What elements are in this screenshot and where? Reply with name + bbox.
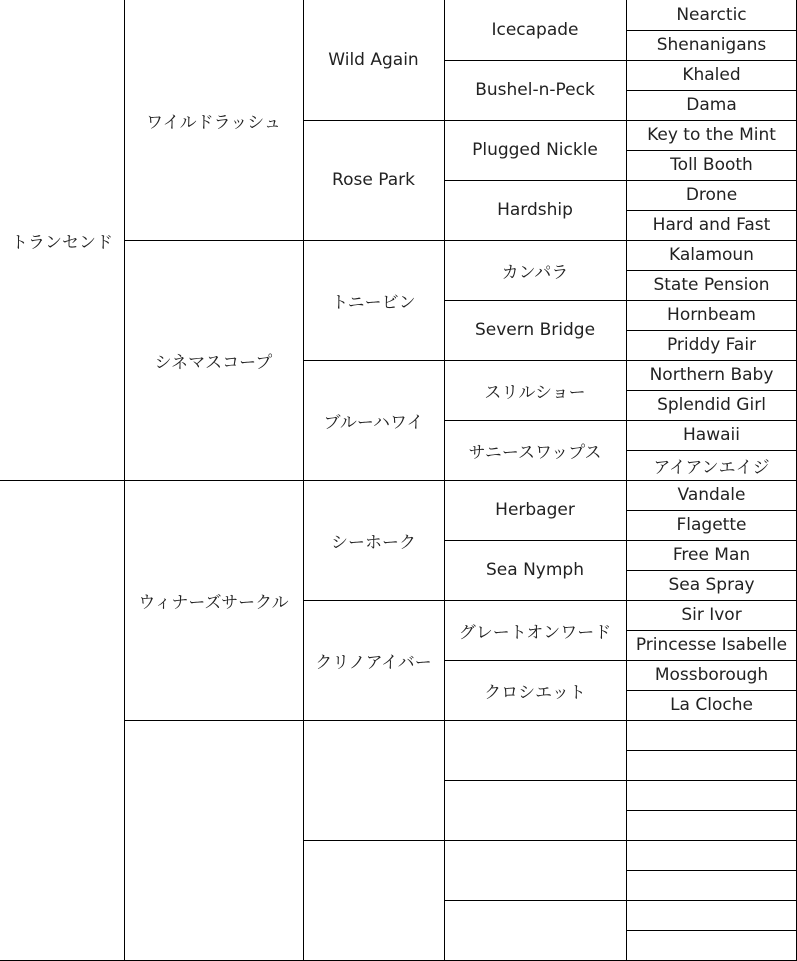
ancestor-gen5-cell: アイアンエイジ <box>653 457 770 478</box>
ancestor-gen5-cell: Flagette <box>676 515 747 535</box>
column-divider <box>303 0 304 961</box>
ancestor-gen3-cell: クリノアイバー <box>315 652 432 673</box>
ancestor-gen3-cell: Wild Again <box>328 50 419 70</box>
ancestor-gen5-cell: Splendid Girl <box>657 395 766 415</box>
ancestor-gen5-cell <box>626 840 797 870</box>
ancestor-gen5-cell <box>626 750 797 780</box>
ancestor-gen5-cell <box>626 780 797 810</box>
ancestor-gen4-cell <box>444 720 626 780</box>
ancestor-gen4-cell: Plugged Nickle <box>472 140 598 160</box>
ancestor-gen4-cell: サニースワップス <box>468 442 602 463</box>
ancestor-gen5-cell: Sea Spray <box>668 575 755 595</box>
ancestor-gen5-cell: Hornbeam <box>667 305 756 325</box>
ancestor-gen4-cell <box>444 900 626 960</box>
ancestor-gen3-cell: トニービン <box>331 292 416 313</box>
ancestor-gen3-cell <box>303 720 444 840</box>
ancestor-gen5-cell <box>626 930 797 960</box>
sire-line-gen1-cell <box>0 480 124 960</box>
ancestor-gen5-cell: Kalamoun <box>669 245 754 265</box>
ancestor-gen4-cell: Bushel-n-Peck <box>475 80 595 100</box>
ancestor-gen5-cell: Shenanigans <box>656 35 767 55</box>
ancestor-gen2-cell: ウィナーズサークル <box>138 592 289 613</box>
ancestor-gen4-cell: グレートオンワード <box>458 622 612 643</box>
ancestor-gen5-cell: Hawaii <box>683 425 740 445</box>
ancestor-gen5-cell: Toll Booth <box>670 155 753 175</box>
ancestor-gen5-cell: Hard and Fast <box>652 215 771 235</box>
ancestor-gen4-cell: カンパラ <box>501 262 569 283</box>
ancestor-gen3-cell: シーホーク <box>331 532 416 553</box>
ancestor-gen3-cell: ブルーハワイ <box>323 412 424 433</box>
column-divider <box>626 0 627 961</box>
ancestor-gen2-cell: シネマスコープ <box>154 352 273 373</box>
ancestor-gen5-cell: Princesse Isabelle <box>635 635 788 655</box>
ancestor-gen4-cell: Sea Nymph <box>486 560 584 580</box>
ancestor-gen5-cell: Sir Ivor <box>681 605 742 625</box>
ancestor-gen5-cell: Mossborough <box>654 665 769 685</box>
ancestor-gen4-cell: クロシエット <box>484 682 586 703</box>
ancestor-gen3-cell: Rose Park <box>332 170 415 190</box>
ancestor-gen4-cell: Severn Bridge <box>474 320 596 340</box>
ancestor-gen2-cell <box>124 720 303 960</box>
ancestor-gen4-cell: Icecapade <box>491 20 579 40</box>
ancestor-gen4-cell: Herbager <box>495 500 575 520</box>
sire-line-gen1-cell: トランセンド <box>11 232 113 253</box>
ancestor-gen5-cell: Drone <box>685 185 738 205</box>
ancestor-gen5-cell <box>626 810 797 840</box>
ancestor-gen5-cell: Dama <box>686 95 737 115</box>
ancestor-gen5-cell: La Cloche <box>670 695 753 715</box>
ancestor-gen5-cell: Priddy Fair <box>666 335 757 355</box>
ancestor-gen5-cell <box>626 900 797 930</box>
ancestor-gen5-cell: Khaled <box>682 65 741 85</box>
ancestor-gen5-cell: Nearctic <box>676 5 747 25</box>
column-divider <box>124 0 125 961</box>
column-divider <box>444 0 445 961</box>
ancestor-gen5-cell <box>626 720 797 750</box>
ancestor-gen5-cell: Free Man <box>672 545 751 565</box>
ancestor-gen5-cell <box>626 870 797 900</box>
ancestor-gen4-cell: スリルショー <box>484 382 586 403</box>
ancestor-gen5-cell: Vandale <box>677 485 746 505</box>
ancestor-gen5-cell: State Pension <box>653 275 770 295</box>
ancestor-gen4-cell: Hardship <box>497 200 573 220</box>
ancestor-gen4-cell <box>444 840 626 900</box>
ancestor-gen5-cell: Northern Baby <box>649 365 774 385</box>
ancestor-gen2-cell: ワイルドラッシュ <box>146 112 281 133</box>
ancestor-gen5-cell: Key to the Mint <box>647 125 776 145</box>
ancestor-gen4-cell <box>444 780 626 840</box>
ancestor-gen3-cell <box>303 840 444 960</box>
